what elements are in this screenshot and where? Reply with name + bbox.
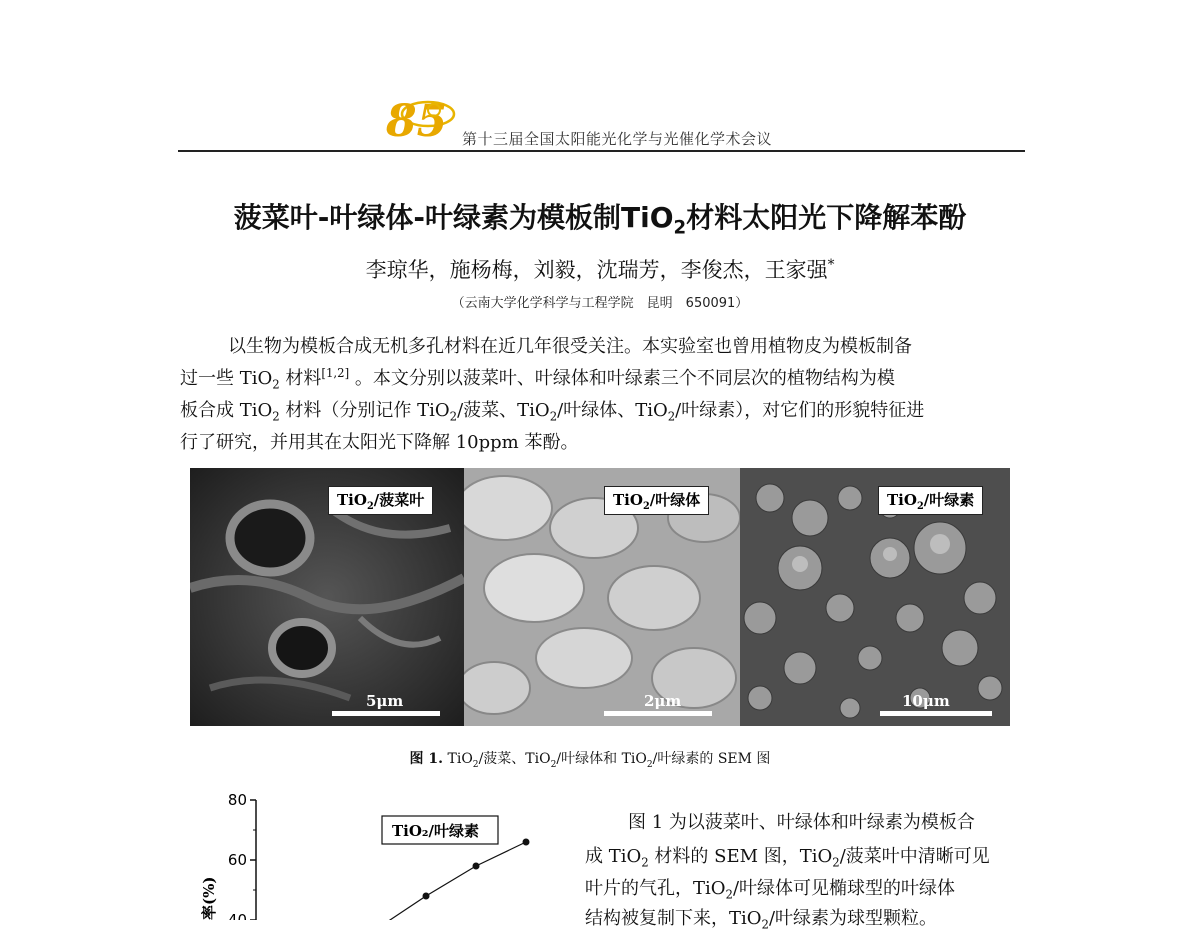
conference-logo — [380, 88, 460, 144]
sem-image-spinach-leaf — [190, 468, 464, 726]
sem-panel-label: TiO$_2$/菠菜叶 — [328, 486, 433, 515]
right-paragraph-line: 成 TiO$_2$ 材料的 SEM 图，TiO$_2$/菠菜叶中清晰可见 — [585, 846, 990, 870]
sem-image-chlorophyll — [740, 468, 1010, 726]
sem-panel-label: TiO$_2$/叶绿体 — [604, 486, 709, 515]
logo-number: 85 — [386, 96, 448, 144]
data-point — [423, 893, 430, 900]
paper-title: 菠菜叶-叶绿体-叶绿素为模板制TiO$_2$材料太阳光下降解苯酚 — [233, 201, 967, 239]
right-paragraph-line: 图 1 为以菠菜叶、叶绿体和叶绿素为模板合 — [628, 812, 975, 833]
y-axis-label: 率(%) — [200, 876, 218, 920]
paragraph-line: 行了研究，并用其在太阳光下降解 10ppm 苯酚。 — [180, 432, 579, 453]
conference-name: 第十三届全国太阳能光化学与光催化学术会议 — [462, 130, 773, 148]
y-tick-label: 40 — [227, 911, 247, 920]
scale-bar — [332, 711, 440, 716]
y-tick-label: 60 — [227, 851, 247, 869]
right-paragraph-line: 叶片的气孔，TiO$_2$/叶绿体可见椭球型的叶绿体 — [585, 878, 956, 902]
data-point — [473, 863, 480, 870]
affiliation: （云南大学化学科学与工程学院 昆明 650091） — [451, 296, 749, 311]
author-list: 李琼华，施杨梅，刘毅，沈瑞芳，李俊杰，王家强* — [365, 257, 835, 282]
citation: [1,2] — [321, 366, 350, 380]
paragraph-line: 以生物为模板合成无机多孔材料在近几年很受关注。本实验室也曾用植物皮为模板制备 — [228, 336, 912, 357]
scale-bar-label: 10μm — [902, 692, 950, 710]
paragraph-line: 板合成 TiO$_2$ 材料（分别记作 TiO$_2$/菠菜、TiO$_2$/叶绿体、TiO$_2$/叶绿素），对它们的形貌特征进 — [180, 400, 925, 424]
scale-bar-label: 5μm — [366, 692, 404, 710]
paragraph-line: 过一些 TiO$_2$ 材料[1,2] 。本文分别以菠菜叶、叶绿体和叶绿素三个不同层次的植物结构为模 — [180, 366, 895, 392]
header-rule — [178, 150, 1025, 152]
right-paragraph-line: 结构被复制下来，TiO$_2$/叶绿素为球型颗粒。 — [585, 908, 938, 932]
scale-bar-label: 2μm — [644, 692, 682, 710]
figure-caption: 图 1. TiO$_2$/菠菜、TiO$_2$/叶绿体和 TiO$_2$/叶绿素的 SEM 图 — [409, 751, 771, 770]
corresponding-mark: * — [827, 257, 835, 273]
sem-image-chloroplast — [464, 468, 740, 726]
data-point — [523, 839, 530, 846]
degradation-chart — [190, 782, 550, 924]
y-tick-label: 80 — [227, 791, 247, 809]
scale-bar — [604, 711, 712, 716]
sem-panel-label: TiO$_2$/叶绿素 — [878, 486, 983, 515]
legend-label: TiO₂/叶绿素 — [392, 822, 479, 840]
scale-bar — [880, 711, 992, 716]
series-line-segment — [366, 896, 426, 920]
